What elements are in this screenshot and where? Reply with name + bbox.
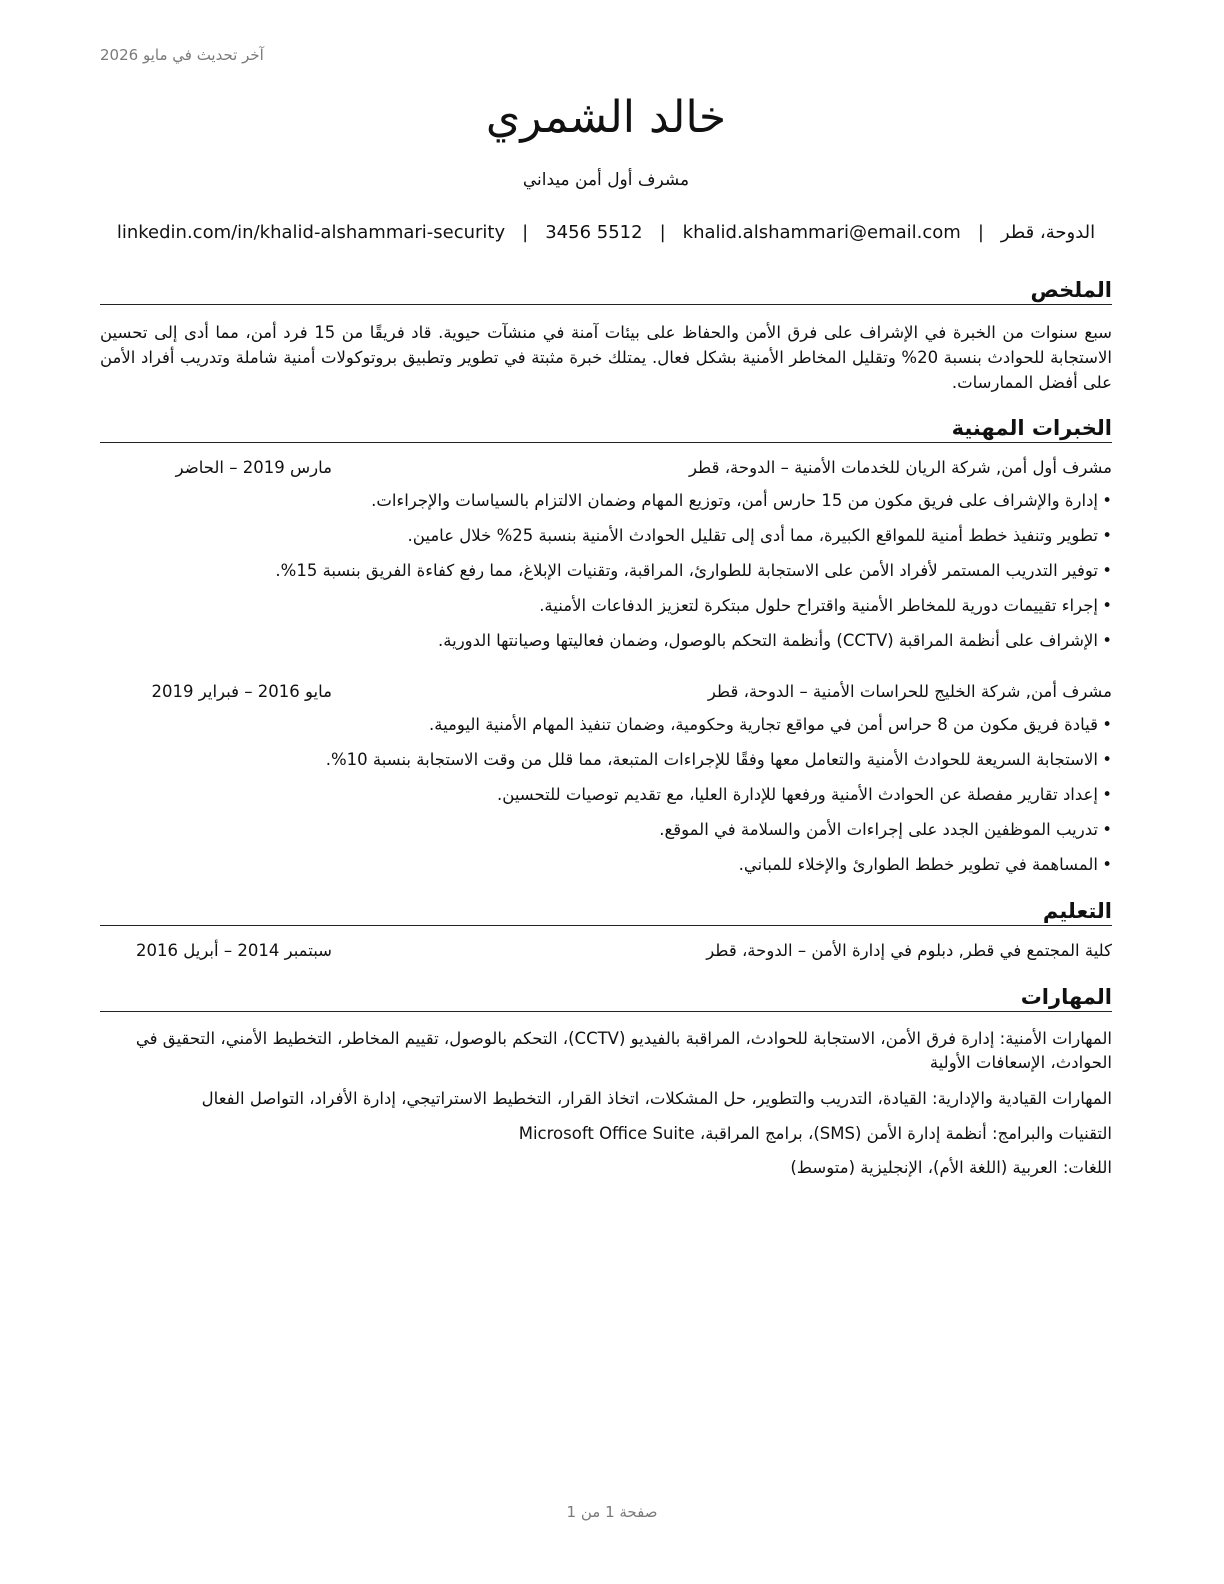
list-item: •المساهمة في تطوير خطط الطوارئ والإخلاء للمباني. (100, 852, 1112, 887)
education-institution: كلية المجتمع في قطر, دبلوم في إدارة الأمن – الدوحة، قطر (706, 941, 1112, 960)
list-item: •قيادة فريق مكون من 8 حراس أمن في مواقع تجارية وحكومية، وضمان تنفيذ المهام الأمنية اليومية. (100, 712, 1112, 747)
bullet-icon: • (1102, 491, 1112, 510)
experience-heading: الخبرات المهنية (100, 415, 1112, 443)
job-role: مشرف أمن, شركة الخليج للحراسات الأمنية – الدوحة، قطر (707, 682, 1112, 701)
contact-location: الدوحة، قطر (1000, 222, 1096, 243)
contact-separator: | (522, 222, 529, 243)
summary-text: سبع سنوات من الخبرة في الإشراف على فرق الأمن والحفاظ على بيئات آمنة في منشآت حيوية. قاد فريقًا من 15 فرد أمن، مما أدى إلى تحسين الاستجابة للحوادث بنسبة 20% وتقليل المخاطر الأمنية بشكل فعال. يمتلك خبرة مثبتة في تطوير وتطبيق بروتوكولات أمنية شاملة وتدريب أفراد الأمن على أفضل الممارسات. (100, 323, 1112, 392)
skills-technology: التقنيات والبرامج: أنظمة إدارة الأمن (SMS)، برامج المراقبة، Microsoft Office Suite (518, 1124, 1112, 1143)
job-header (100, 458, 1112, 482)
page-number: صفحة 1 من 1 (566, 1503, 658, 1521)
skills-leadership: المهارات القيادية والإدارية: القيادة، التدريب والتطوير، حل المشكلات، اتخاذ القرار، التخطيط الاستراتيجي، إدارة الأفراد، التواصل الفعال (201, 1089, 1112, 1108)
contact-line (100, 222, 1112, 243)
job-dates: مايو 2016 – فبراير 2019 (151, 682, 332, 701)
job-bullets (100, 488, 1112, 663)
list-item: •تدريب الموظفين الجدد على إجراءات الأمن والسلامة في الموقع. (100, 817, 1112, 852)
list-item: •إعداد تقارير مفصلة عن الحوادث الأمنية ورفعها للإدارة العليا، مع تقديم توصيات للتحسين. (100, 782, 1112, 817)
skills-heading: المهارات (100, 984, 1112, 1012)
job-dates: مارس 2019 – الحاضر (175, 458, 332, 477)
bullet-icon: • (1102, 820, 1112, 839)
bullet-icon: • (1102, 715, 1112, 734)
bullet-icon: • (1102, 631, 1112, 650)
bullet-icon: • (1102, 596, 1112, 615)
skills-security: المهارات الأمنية: إدارة فرق الأمن، الاستجابة للحوادث، المراقبة بالفيديو (CCTV)، التحكم بالوصول، تقييم المخاطر، التخطيط الأمني، التحقيق في الحوادث، الإسعافات الأولية (135, 1029, 1112, 1072)
education-heading: التعليم (100, 898, 1112, 926)
list-item: •الإشراف على أنظمة المراقبة (CCTV) وأنظمة التحكم بالوصول، وضمان فعاليتها وصيانتها الدورية. (100, 628, 1112, 663)
list-item: •الاستجابة السريعة للحوادث الأمنية والتعامل معها وفقًا للإجراءات المتبعة، مما قلل من وقت الاستجابة بنسبة 10%. (100, 747, 1112, 782)
bullet-icon: • (1102, 561, 1112, 580)
summary-heading: الملخص (100, 277, 1112, 305)
bullet-icon: • (1102, 785, 1112, 804)
job-header (100, 682, 1112, 706)
contact-email[interactable]: khalid.alshammari@email.com (682, 222, 961, 243)
bullet-icon: • (1102, 855, 1112, 874)
list-item: •إدارة والإشراف على فريق مكون من 15 حارس أمن، وتوزيع المهام وضمان الالتزام بالسياسات والإجراءات. (100, 488, 1112, 523)
bullet-icon: • (1102, 750, 1112, 769)
contact-phone: 3456 5512 (545, 222, 643, 243)
list-item: •تطوير وتنفيذ خطط أمنية للمواقع الكبيرة، مما أدى إلى تقليل الحوادث الأمنية بنسبة 25% خلال عامين. (100, 523, 1112, 558)
contact-separator: | (977, 222, 984, 243)
contact-separator: | (659, 222, 666, 243)
list-item: •إجراء تقييمات دورية للمخاطر الأمنية واقتراح حلول مبتكرة لتعزيز الدفاعات الأمنية. (100, 593, 1112, 628)
list-item: •توفير التدريب المستمر لأفراد الأمن على الاستجابة للطوارئ، المراقبة، وتقنيات الإبلاغ، مما رفع كفاءة الفريق بنسبة 15%. (100, 558, 1112, 593)
candidate-title: مشرف أول أمن ميداني (522, 170, 690, 190)
skills-languages: اللغات: العربية (اللغة الأم)، الإنجليزية (متوسط) (790, 1158, 1112, 1177)
bullet-icon: • (1102, 526, 1112, 545)
job-role: مشرف أول أمن, شركة الريان للخدمات الأمنية – الدوحة، قطر (688, 458, 1112, 477)
education-entry (100, 941, 1112, 965)
contact-linkedin[interactable]: linkedin.com/in/khalid-alshammari-security (116, 222, 506, 243)
job-bullets (100, 712, 1112, 887)
candidate-name: خالد الشمري (485, 92, 727, 143)
education-dates: سبتمبر 2014 – أبريل 2016 (135, 941, 332, 960)
last-updated: آخر تحديث في مايو 2026 (100, 46, 264, 64)
